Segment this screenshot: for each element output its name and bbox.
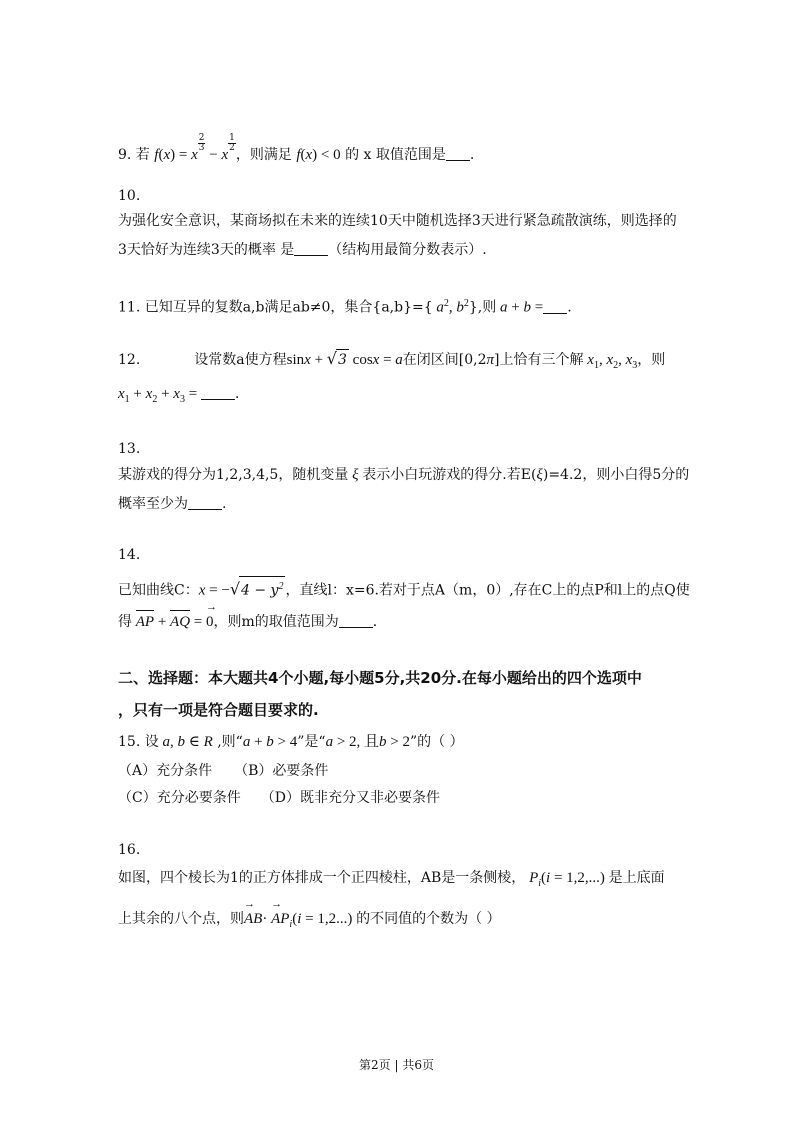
- fraction-one-half: $\frac{1}{2}$: [229, 133, 235, 153]
- question-13-line1: 某游戏的得分为1,2,3,4,5，随机变量 ξ 表示小白玩游戏的得分.若E(ξ)=4.2，则小白得5分的: [118, 467, 690, 483]
- section-2-heading: 二、选择题：本大题共4个小题,每小题5分,共20分.在每小题给出的四个选项中: [118, 669, 642, 687]
- answer-blank: [188, 495, 222, 510]
- section-2-heading-cont: ，只有一项是符合题目要求的.: [118, 701, 319, 719]
- answer-blank: [201, 385, 235, 400]
- answer-blank: [339, 613, 373, 628]
- question-16-line1: 如图，四个棱长为1的正方体排成一个正四棱柱，AB是一条侧棱， $P_i(i = 1,2,...)$ 是上底面: [118, 870, 665, 889]
- answer-blank: [294, 241, 328, 256]
- question-13-line2: 概率至少为 .: [118, 496, 227, 512]
- question-10-line1: 为强化安全意识，某商场拟在未来的连续10天中随机选择3天进行紧急疏散演练，则选择的: [118, 213, 677, 229]
- question-15: 15. 设 a, b ∈ R ,则“a + b > 4”是“a > 2, 且b > 2”的（ ）: [118, 734, 464, 750]
- question-10-line2: 3天恰好为连续3天的概率 是 （结构用最简分数表示）.: [118, 242, 487, 258]
- fraction-two-thirds: $\frac{2}{3}$: [198, 133, 205, 153]
- page-footer: 第2页 | 共6页: [359, 1058, 434, 1072]
- question-12-line2: $x_1 + x_2 + x_3$ = .: [118, 386, 240, 405]
- question-16-line2: 上其余的八个点，则AB →· AP $\to_i(i = 1,2...)$ 的不同值的个数为（ ）: [118, 909, 501, 935]
- question-14-line2: 得 AP + AQ = 0 →，则m的取值范围为 .: [118, 612, 377, 632]
- question-14-line1: 已知曲线C：$x = -√4 - y^2$ ，直线l：x=6.若对于点A（m，0）,存在C上的点P和l上的点Q使: [118, 576, 690, 601]
- option-d: （D）既非充分又非必要条件: [260, 790, 440, 806]
- question-15-options-row2: [118, 788, 440, 808]
- math-function: f: [154, 147, 159, 163]
- question-15-options-row1: [118, 761, 328, 781]
- answer-blank: [543, 299, 567, 314]
- question-13-number: 13.: [118, 441, 141, 457]
- question-9: 9. 若 f(x) = x $\frac{2}{3}$ − x $\frac{1}{2}$ ，则满足 f(x) < 0 的 x 取值范围是 .: [118, 133, 475, 163]
- answer-blank: [446, 146, 470, 161]
- question-12-line1: 12. 设常数a使方程sinx + √3 cosx = a在闭区间[0,2π]上恰有三个解 $x_1$, $x_2$, $x_3$，则: [118, 349, 666, 371]
- question-16-number: 16.: [118, 842, 141, 858]
- question-14-number: 14.: [118, 547, 141, 563]
- option-a: （A）充分条件: [118, 763, 213, 779]
- question-11: 11. 已知互异的复数a,b满足ab≠0，集合{a,b}={ $a^2$, $b^2$},则 a + b = .: [118, 298, 572, 316]
- option-c: （C）充分必要条件: [118, 790, 241, 806]
- question-10-number: 10.: [118, 188, 141, 204]
- option-b: （B）必要条件: [234, 763, 329, 779]
